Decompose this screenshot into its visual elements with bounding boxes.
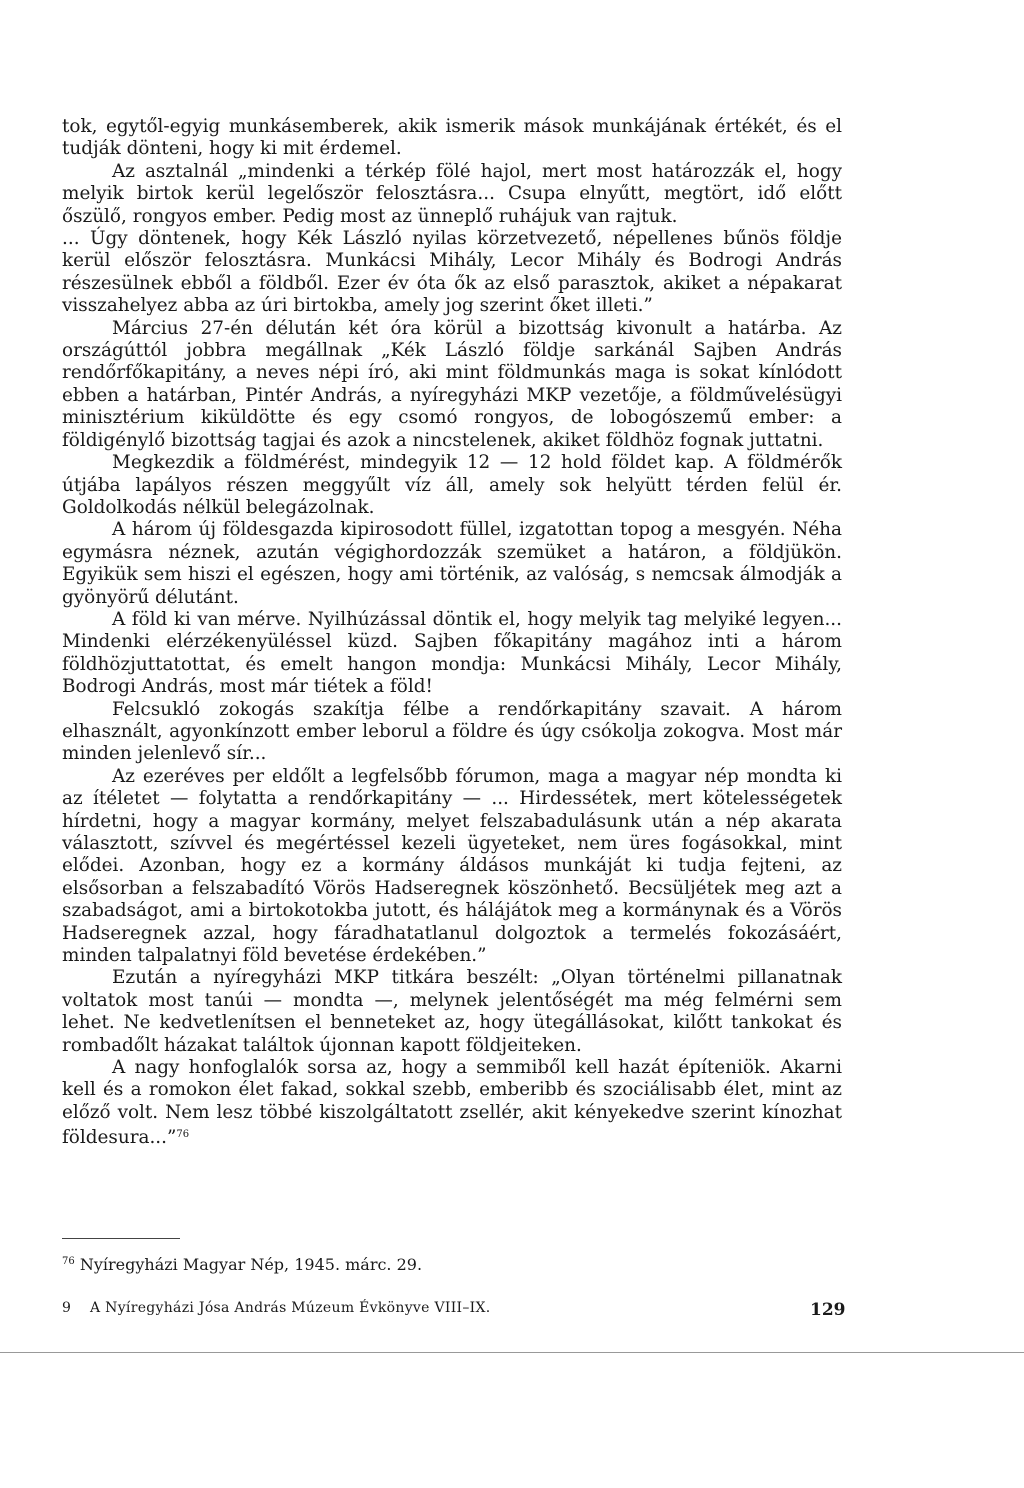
- footnote: [62, 1252, 422, 1275]
- scan-edge-line: [0, 1352, 1024, 1353]
- paragraph-7: A föld ki van mérve. Nyilhúzással döntik el, hogy melyik tag melyiké legyen... Mindenki elérzékenyüléssel küzd. Sajben főkapitány magához inti a három földhözjuttatottat, és emelt hangon mondja: Munkácsi Mihály, Lecor Mihály, Bodrogi András, most már tiétek a föld!: [62, 608, 842, 698]
- paragraph-4: Március 27-én délután két óra körül a bizottság kivonult a határba. Az országúttól jobbra megállnak „Kék László földje sarkánál Sajben András rendőrfőkapitány, a neves népi író, aki mint földmunkás maga is sokat kínlódott ebben a határban, Pintér András, a nyíregyházi MKP vezetője, a földművelésügyi minisztérium kiküldötte és egy csomó rongyos, de lobogószemű ember: a földigénylő bizottság tagjai és azok a nincstelenek, akiket földhöz fognak juttatni.: [62, 317, 842, 451]
- footnote-separator: [62, 1238, 180, 1239]
- printer-signature: 9: [62, 1300, 71, 1316]
- paragraph-9: Az ezeréves per eldőlt a legfelsőbb fórumon, maga a magyar nép mondta ki az ítéletet — folytatta a rendőrkapitány — ... Hirdessétek, mert kötelességetek hírdetni, hogy a magyar kormány, melyet felszabadulásunk után a nép akarata választott, szívvel és megértéssel kezeli ügyeteket, nem üres fogásokkal, mint elődei. Azonban, hogy ez a kormány áldásos munkáját ki tudja fejteni, az elsősorban a felszabadító Vörös Hadseregnek köszönhető. Becsüljétek meg azt a szabadságot, ami a birtokotokba jutott, és hálájátok meg a kormánynak és a Vörös Hadseregnek azzal, hogy fáradhatatlanul dolgoztok a termelés fokozásáért, minden talpalatnyi föld bevetése érdekében.”: [62, 765, 842, 967]
- page-number: 129: [810, 1300, 846, 1320]
- footnote-number: 76: [62, 1256, 75, 1267]
- paragraph-2: Az asztalnál „mindenki a térkép fölé hajol, mert most határozzák el, hogy melyik birtok kerül legelőször felosztásra... Csupa elnyűtt, megtört, idő előtt őszülő, rongyos ember. Pedig most az ünneplő ruhájuk van rajtuk.: [62, 160, 842, 227]
- yearbook-title: A Nyíregyházi Jósa András Múzeum Évkönyve VIII–IX.: [90, 1300, 491, 1316]
- paragraph-11: [62, 1057, 842, 1150]
- paragraph-11-text: A nagy honfoglalók sorsa az, hogy a semmiből kell hazát építeniök. Akarni kell és a romokon élet fakad, sokkal szebb, emberibb és szociálisabb élet, mint az előző volt. Nem lesz többé kiszolgáltatott zsellér, akit kényekedve szerint kínozhat földesura...”: [62, 1057, 842, 1149]
- paragraph-1: tok, egytől-egyig munkásemberek, akik ismerik mások munkájának értékét, és el tudják dönteni, hogy ki mit érdemel.: [62, 116, 842, 160]
- body-text: [62, 116, 842, 1150]
- paragraph-8: Felcsukló zokogás szakítja félbe a rendőrkapitány szavait. A három elhasznált, agyonkínzott ember leborul a földre és úgy csókolja zokogva. Most már minden jelenlevő sír...: [62, 698, 842, 765]
- paragraph-10: Ezután a nyíregyházi MKP titkára beszélt: „Olyan történelmi pillanatnak voltatok most tanúi — mondta —, melynek jelentőségét ma még felmérni sem lehet. Ne kedvetlenítsen el benneteket az, hogy ütegállásokat, kilőtt tankokat és rombadőlt házakat találtok újonnan kapott földjeiteken.: [62, 967, 842, 1056]
- paragraph-3: ... Úgy döntenek, hogy Kék László nyilas körzetvezető, népellenes bűnös földje kerül először felosztásra. Munkácsi Mihály, Lecor Mihály és Bodrogi András részesülnek ebből a földből. Ezer év óta ők az első parasztok, akiket a népakarat visszahelyez abba az úri birtokba, amely jog szerint őket illeti.”: [62, 228, 842, 317]
- footnote-text: Nyíregyházi Magyar Nép, 1945. márc. 29.: [79, 1255, 423, 1274]
- paragraph-6: A három új földesgazda kipirosodott füllel, izgatottan topog a mesgyén. Néha egymásra néznek, azután végighordozzák szemüket a határon, a földjükön. Egyikük sem hiszi el egészen, hogy ami történik, az valóság, s nemcsak álmodják a gyönyörű délutánt.: [62, 519, 842, 608]
- footnote-reference[interactable]: 76: [176, 1129, 190, 1141]
- paragraph-5: Megkezdik a földmérést, mindegyik 12 — 12 hold földet kap. A földmérők útjába lapályos részen meggyűlt víz áll, amely sok helyütt térden felül ér. Goldolkodás nélkül belegázolnak.: [62, 452, 842, 518]
